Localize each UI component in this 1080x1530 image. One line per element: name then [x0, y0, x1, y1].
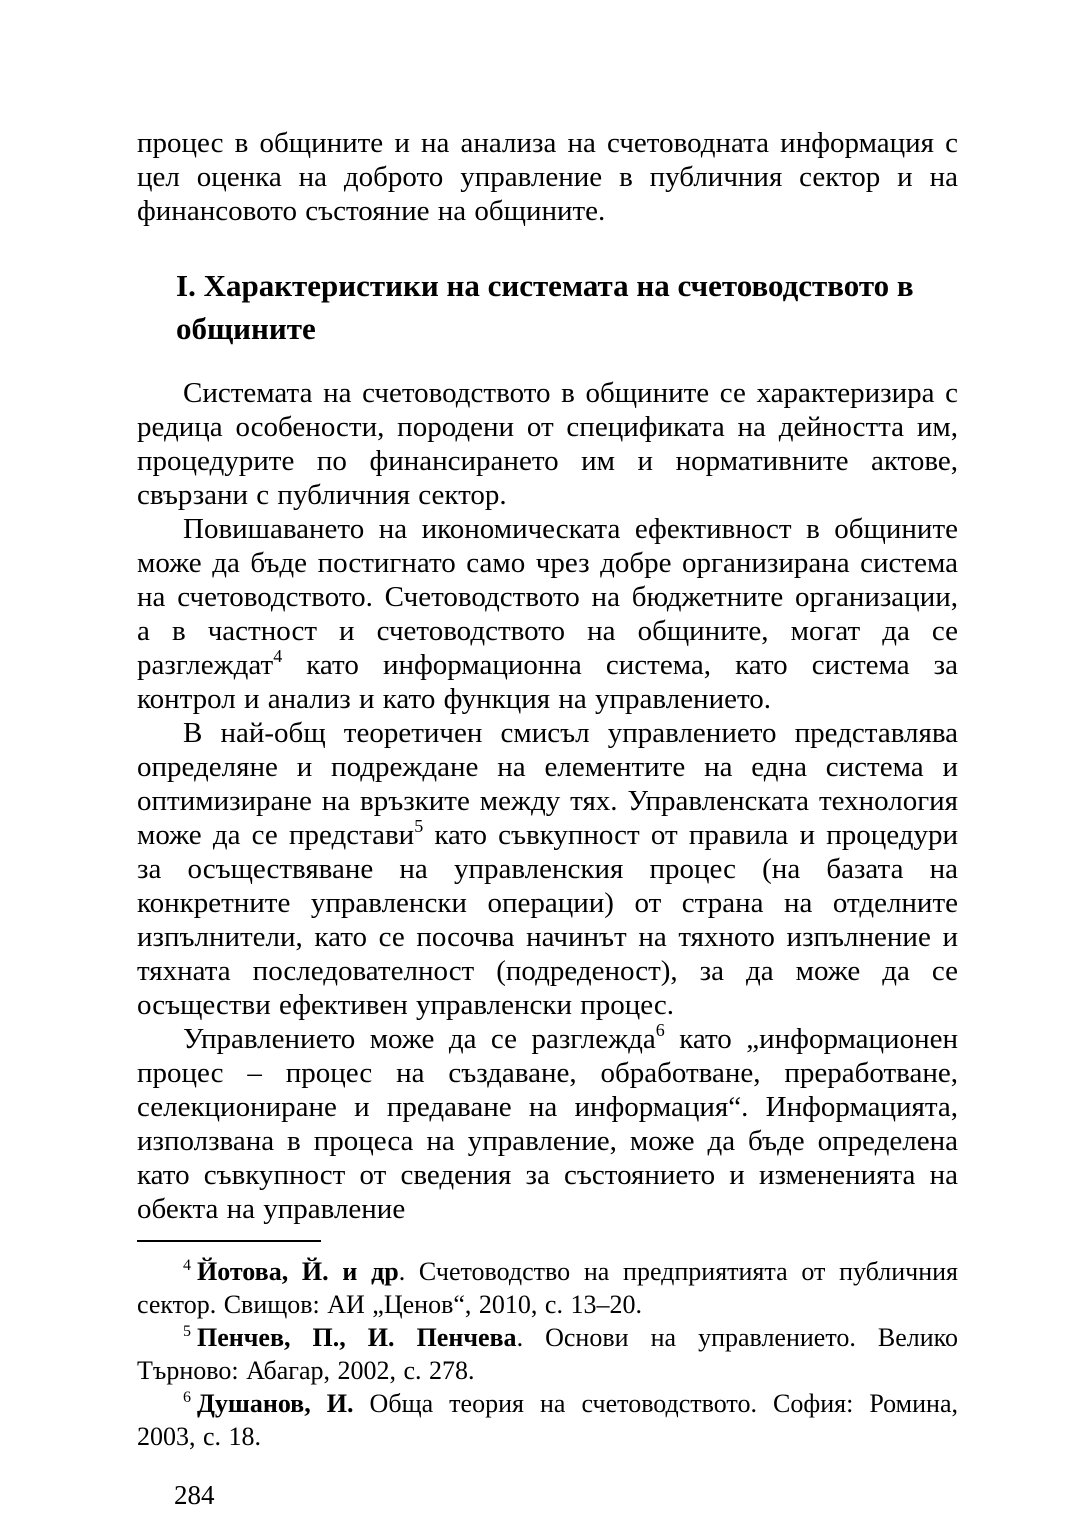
footnote-5 [137, 1321, 958, 1387]
paragraph-system-characteristics: Системата на счетоводството в общините се характеризира с редица особености, породени от спецификата на дейността им, процедурите по финансирането им и нормативните актове, свързани с публичния сектор. [137, 377, 958, 511]
footnote-number-4: 4 [183, 1257, 191, 1274]
footnote-ref-4: 4 [273, 646, 283, 666]
footnote-6 [137, 1387, 958, 1453]
paragraph-text: като „информационен процес – процес на създаване, обработване, преработване, селекциониране и предаване на информация“. Информацията, използвана в процеса на управление, може да бъде определена като съвкупност от сведения за състоянието и измененията на обекта на управление [137, 1023, 958, 1225]
main-text-column [137, 126, 958, 1226]
paragraph-text: като информационна система, като система за контрол и анализ и като функция на управлението. [137, 649, 958, 715]
footnote-author: Душанов, И. [197, 1389, 354, 1418]
paragraph-continued: процес в общините и на анализа на счетоводната информация с цел оценка на доброто управление в публичния сектор и на финансовото състояние на общините. [137, 127, 958, 227]
footnote-ref-5: 5 [414, 816, 424, 836]
paragraph-text: като съвкупност от правила и процедури за осъществяване на управленския процес (на базата на конкретните управленски операции) от страна на отделните изпълнители, като се посочва начинът на тяхното изпълнение и тяхната последователност (подреденост), за да може да се осъществи ефективен управленски процес. [137, 819, 958, 1021]
footnote-author: Йотова, Й. и др [197, 1257, 399, 1286]
footnote-4 [137, 1255, 958, 1321]
page-number: 284 [174, 1480, 215, 1510]
footnote-separator-rule [137, 1240, 321, 1242]
footnote-number-6: 6 [183, 1389, 191, 1406]
paragraph-management-theory [137, 716, 958, 1022]
paragraph-text: Управлението може да се разглежда [183, 1023, 656, 1055]
footnote-text: Обща теория на счетоводството. София: Ромина, 2003, с. 18. [137, 1389, 958, 1451]
section-heading: I. Характеристики на системата на счетоводството в общините [176, 268, 914, 346]
paragraph-information-process [137, 1022, 958, 1226]
footnote-author: Пенчев, П., И. Пенчева [197, 1323, 517, 1352]
footnote-text: . Основи на управлението. Велико Търново: Абагар, 2002, с. 278. [137, 1323, 958, 1385]
footnote-number-5: 5 [183, 1323, 191, 1340]
footnote-ref-6: 6 [655, 1020, 665, 1040]
paragraph-text: В най-общ теоретичен смисъл управлението представлява определяне и подреждане на елементите на една система и оптимизиране на връзките между тях. Управленската технология може да се представи [137, 717, 958, 851]
paragraph-economic-efficiency [137, 512, 958, 716]
footnotes-section [137, 1240, 958, 1512]
paragraph-text: Повишаването на икономическата ефективност в общините може да бъде постигнато само чрез добре организирана система на счетоводството. Счетоводството на бюджетните организации, а в частност и счетоводството на общините, могат да се разглеждат [137, 513, 958, 681]
footnote-text: . Счетоводство на предприятията от публичния сектор. Свищов: АИ „Ценов“, 2010, с. 13–20. [137, 1257, 958, 1319]
